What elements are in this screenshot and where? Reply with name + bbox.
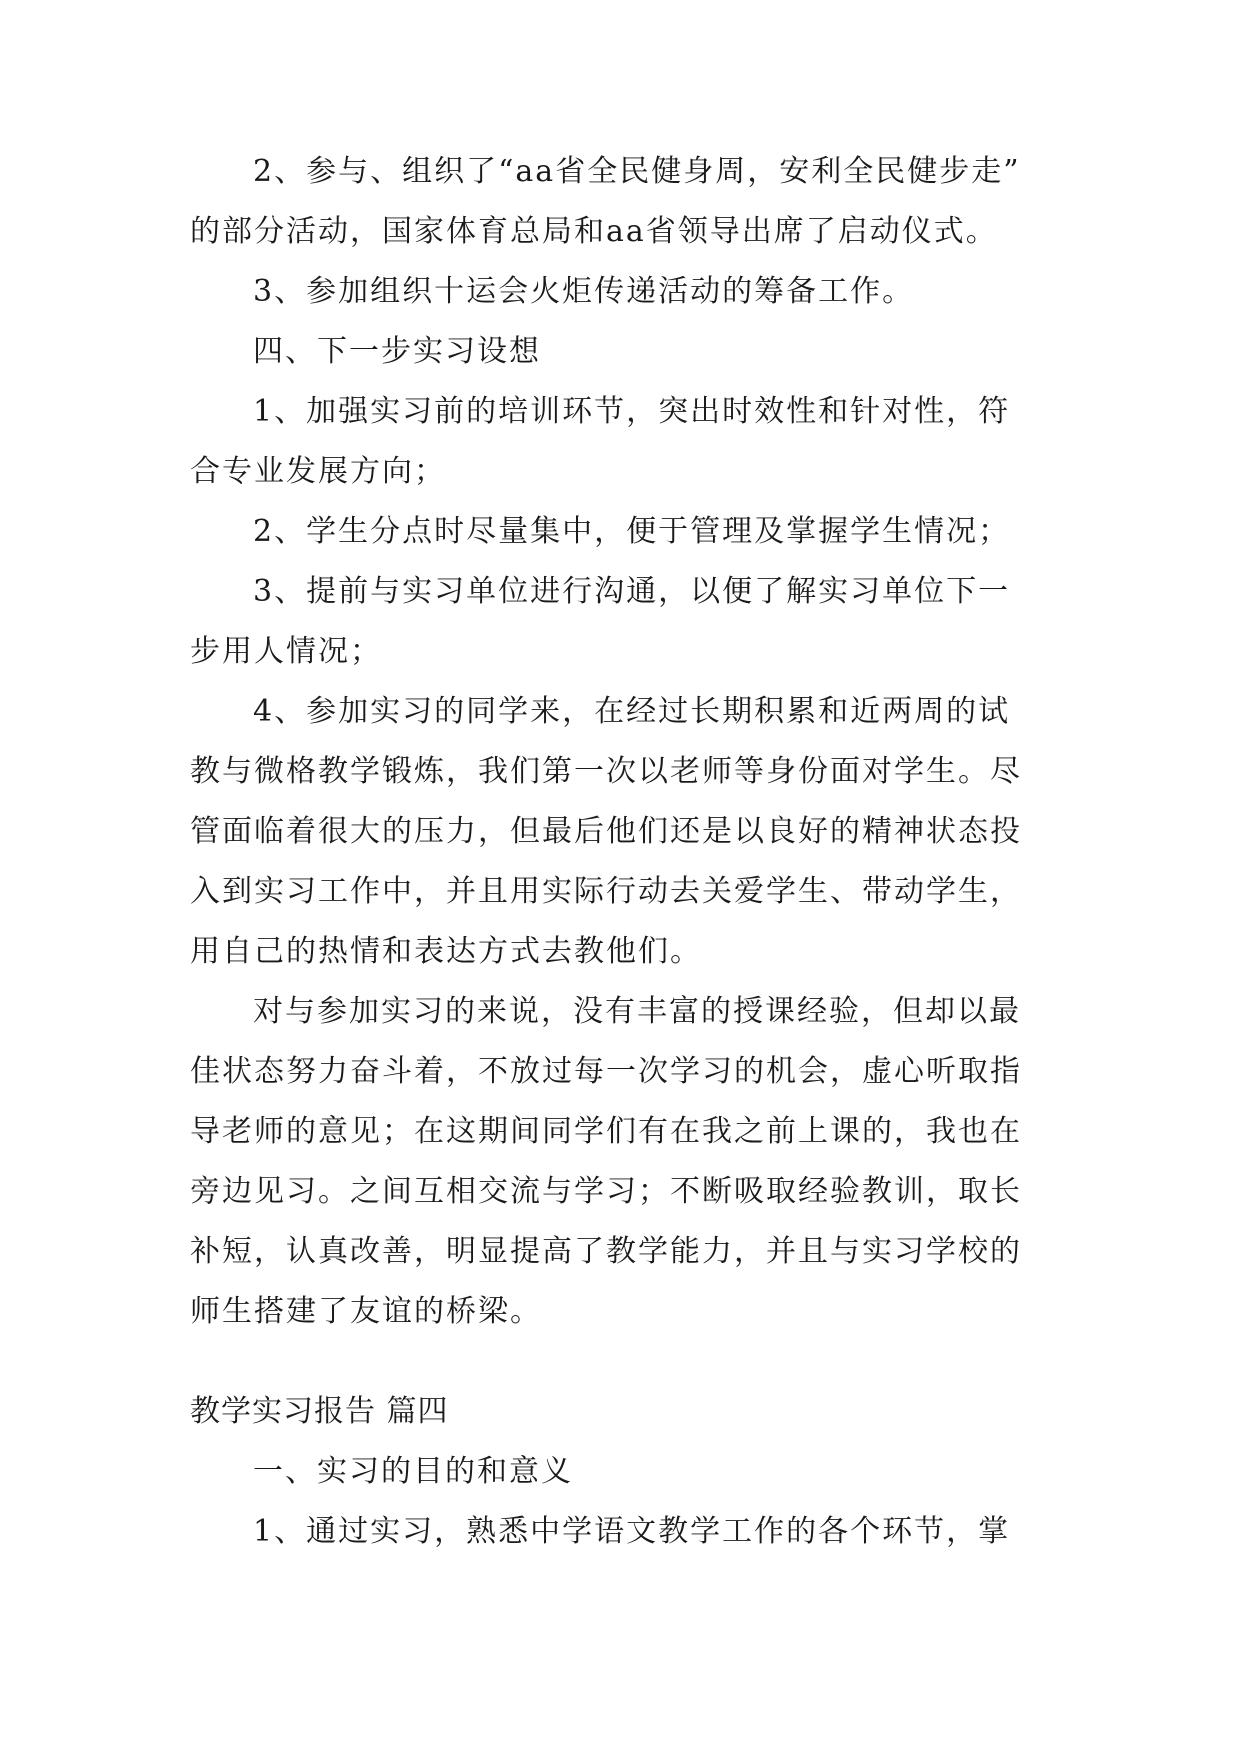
paragraph-line: 的部分活动，国家体育总局和aa省领导出席了启动仪式。: [190, 214, 998, 249]
paragraph-line: 1、通过实习，熟悉中学语文教学工作的各个环节，掌: [253, 1514, 1011, 1549]
paragraph-line: 步用人情况；: [190, 634, 382, 669]
report-section-title: 教学实习报告 篇四: [190, 1394, 449, 1429]
paragraph-line: 佳状态努力奋斗着，不放过每一次学习的机会，虚心听取指: [190, 1054, 1022, 1089]
paragraph-line: 4、参加实习的同学来，在经过长期积累和近两周的试: [253, 694, 1011, 729]
paragraph-line: 旁边见习。之间互相交流与学习；不断吸取经验教训，取长: [190, 1174, 1022, 1209]
section-heading: 一、实习的目的和意义: [253, 1454, 573, 1489]
paragraph-line: 教与微格教学锻炼，我们第一次以老师等身份面对学生。尽: [190, 754, 1022, 789]
paragraph-line: 3、参加组织十运会火炬传递活动的筹备工作。: [253, 274, 915, 309]
paragraph-line: 1、加强实习前的培训环节，突出时效性和针对性，符: [253, 394, 1011, 429]
paragraph-line: 师生搭建了友谊的桥梁。: [190, 1294, 542, 1329]
paragraph-line: 2、学生分点时尽量集中，便于管理及掌握学生情况；: [253, 514, 1011, 549]
paragraph-line: 合专业发展方向；: [190, 454, 446, 489]
paragraph-line: 2、参与、组织了“aa省全民健身周，安利全民健步走”: [253, 154, 1021, 189]
paragraph-line: 用自己的热情和表达方式去教他们。: [190, 934, 702, 969]
section-heading: 四、下一步实习设想: [253, 334, 541, 369]
paragraph-line: 管面临着很大的压力，但最后他们还是以良好的精神状态投: [190, 814, 1022, 849]
paragraph-line: 入到实习工作中，并且用实际行动去关爱学生、带动学生，: [190, 874, 1022, 909]
paragraph-line: 补短，认真改善，明显提高了教学能力，并且与实习学校的: [190, 1234, 1022, 1269]
paragraph-line: 对与参加实习的来说，没有丰富的授课经验，但却以最: [253, 994, 1021, 1029]
paragraph-line: 导老师的意见；在这期间同学们有在我之前上课的，我也在: [190, 1114, 1022, 1149]
paragraph-line: 3、提前与实习单位进行沟通，以便了解实习单位下一: [253, 574, 1011, 609]
